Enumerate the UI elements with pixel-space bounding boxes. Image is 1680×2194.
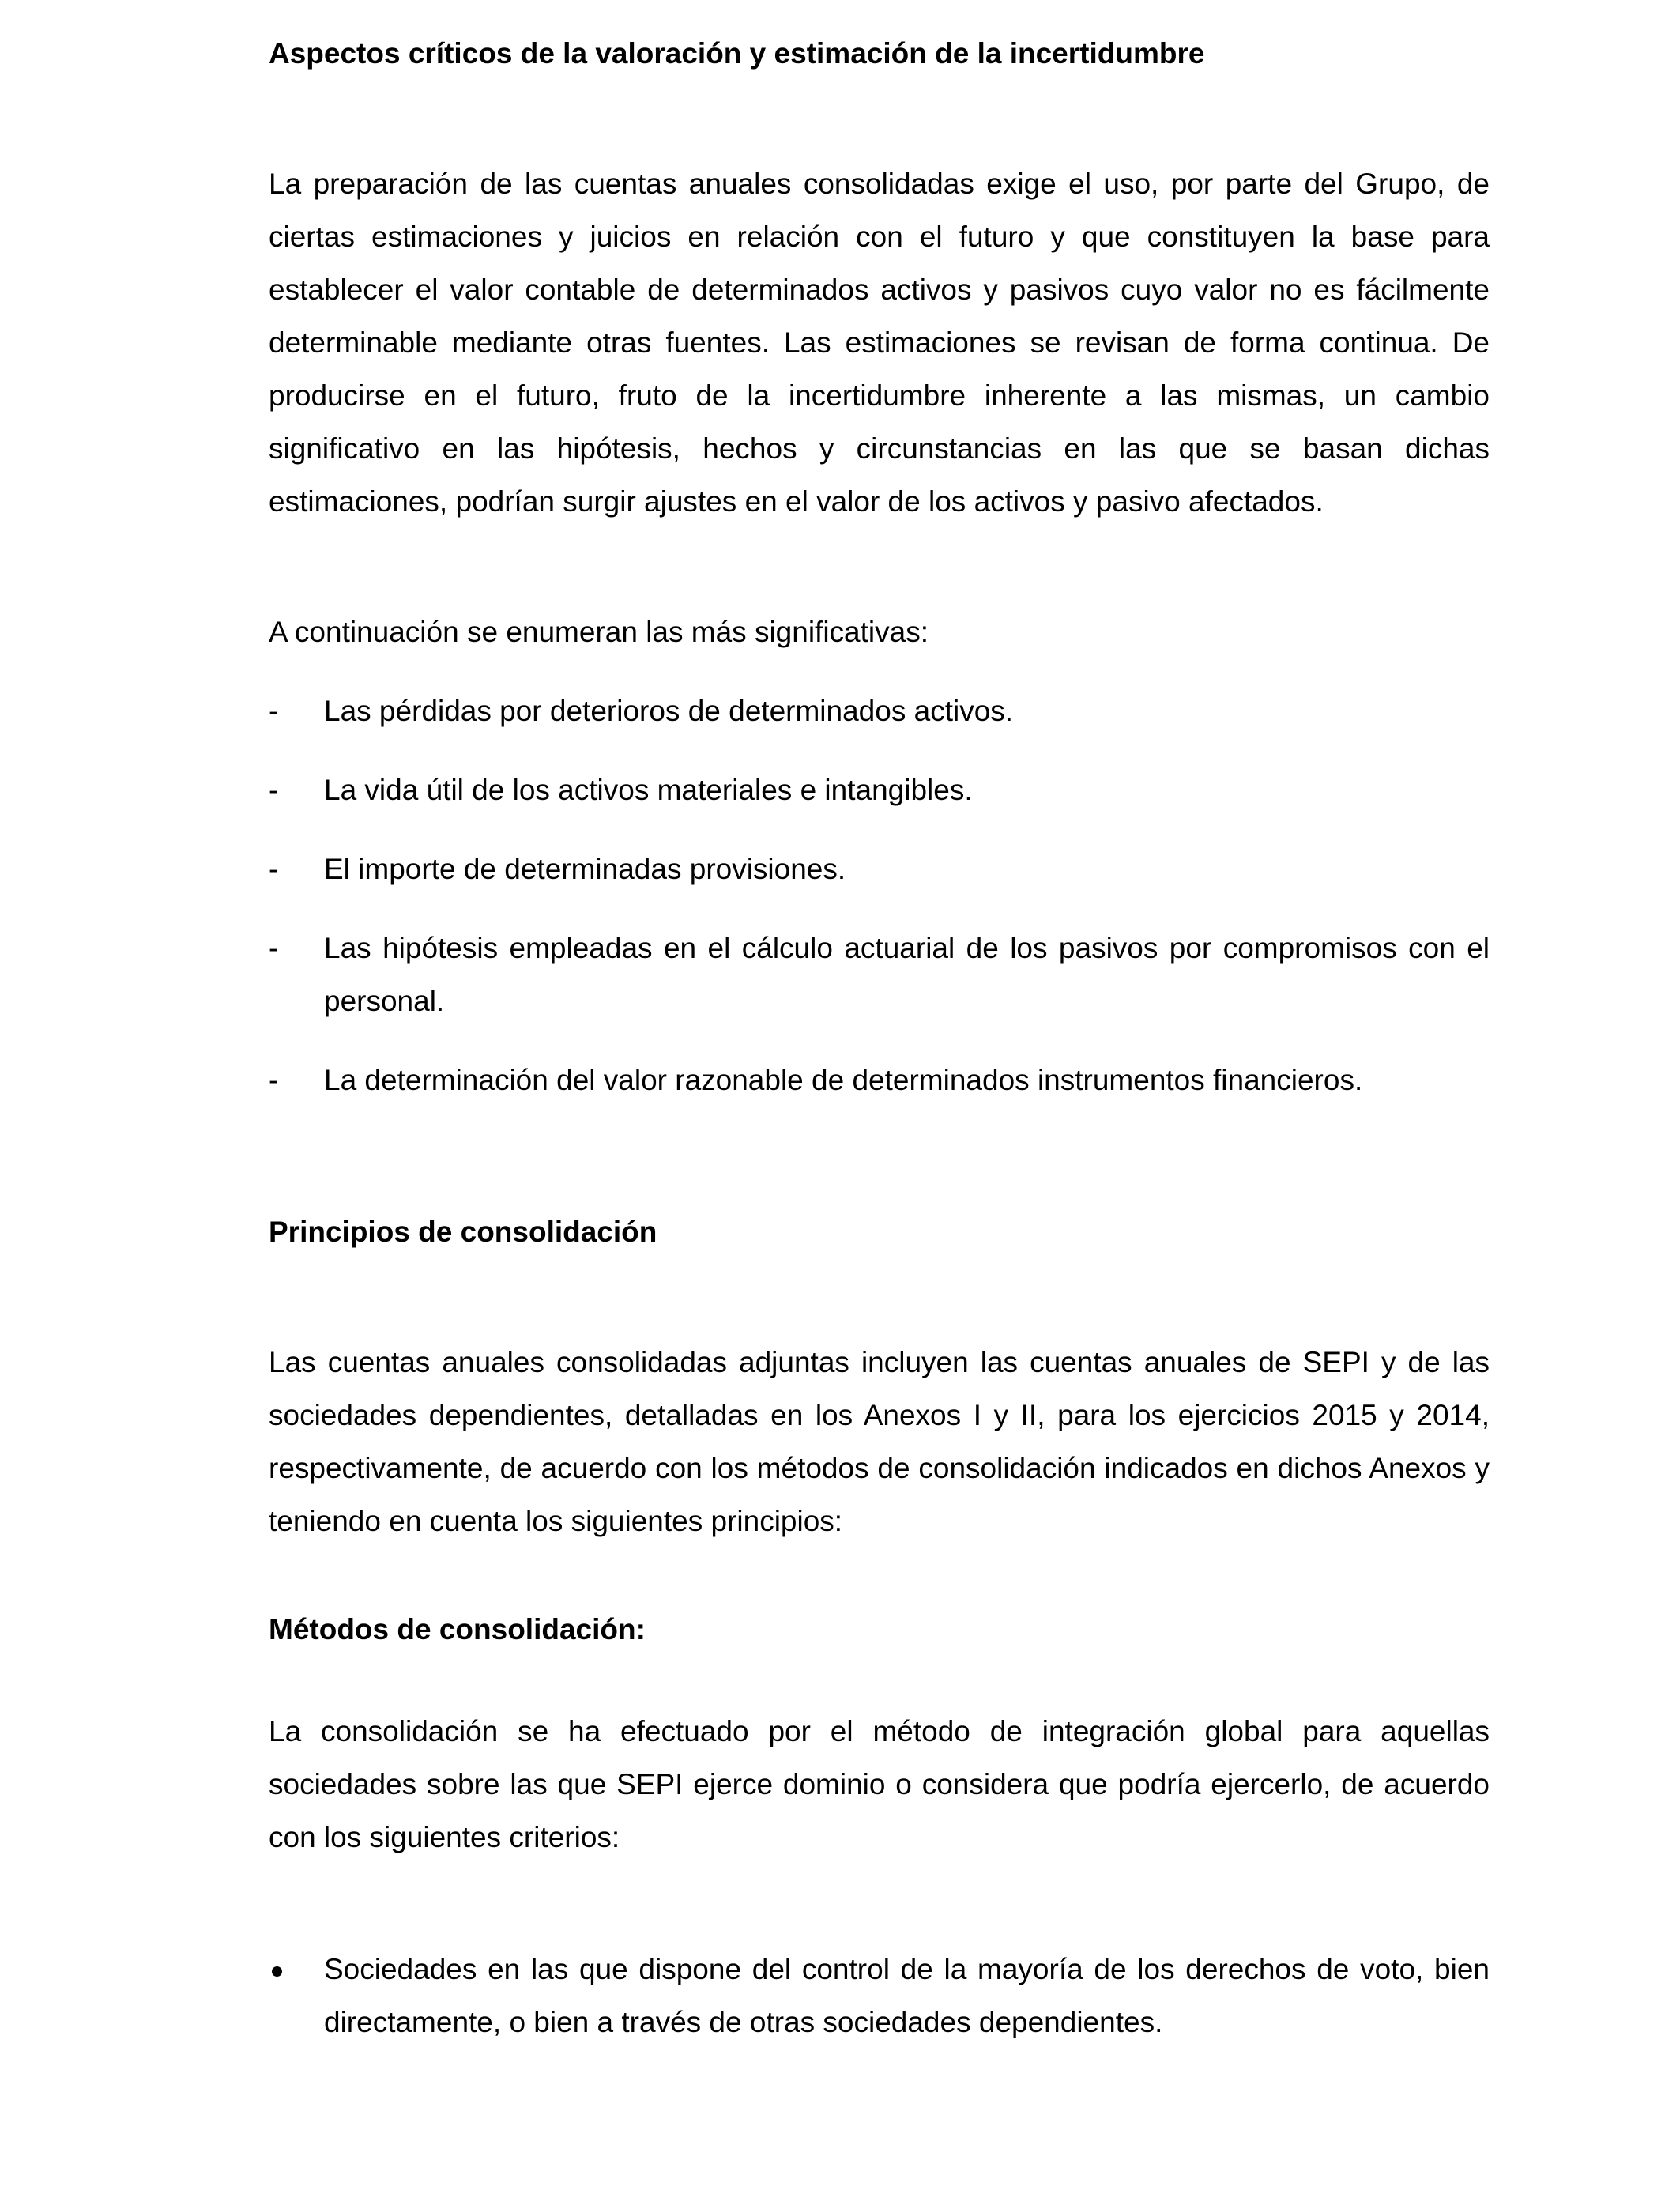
- section-heading-critical-aspects: Aspectos críticos de la valoración y estimación de la incertidumbre: [269, 37, 1205, 70]
- paragraph-consolidation-principles: Las cuentas anuales consolidadas adjuntas incluyen las cuentas anuales de SEPI y de las sociedades dependientes, detalladas en los Anexos I y II, para los ejercicios 2015 y 2014, respectivamente, de acuerdo con los métodos de consolidación indicados en dichos Anexos y teniendo en cuenta los siguientes principios:: [269, 1346, 1490, 1537]
- section-heading-consolidation-principles: Principios de consolidación: [269, 1216, 657, 1248]
- dash-marker: -: [269, 774, 279, 806]
- dash-marker: -: [269, 1064, 279, 1096]
- paragraph-consolidation-methods: La consolidación se ha efectuado por el método de integración global para aquellas sociedades sobre las que SEPI ejerce dominio o considera que podría ejercerlo, de acuerdo con los siguientes criterios:: [269, 1715, 1490, 1853]
- list-item-text: El importe de determinadas provisiones.: [324, 853, 846, 885]
- dash-marker: -: [269, 932, 279, 964]
- bullet-dot-icon: [272, 1966, 282, 1977]
- section-heading-consolidation-methods: Métodos de consolidación:: [269, 1613, 646, 1646]
- list-item-text: Las pérdidas por deterioros de determinados activos.: [324, 695, 1014, 727]
- dash-marker: -: [269, 695, 279, 727]
- bullet-item-text: Sociedades en las que dispone del control de la mayoría de los derechos de voto, bien directamente, o bien a través de otras sociedades dependientes.: [324, 1953, 1490, 2038]
- paragraph-estimates: La preparación de las cuentas anuales consolidadas exige el uso, por parte del Grupo, de ciertas estimaciones y juicios en relación con el futuro y que constituyen la base para establecer el valor contable de determinados activos y pasivos cuyo valor no es fácilmente determinable mediante otras fuentes. Las estimaciones se revisan de forma continua. De producirse en el futuro, fruto de la incertidumbre inherente a las mismas, un cambio significativo en las hipótesis, hechos y circunstancias en las que se basan dichas estimaciones, podrían surgir ajustes en el valor de los activos y pasivo afectados.: [269, 168, 1490, 518]
- list-item-text: La vida útil de los activos materiales e intangibles.: [324, 774, 973, 806]
- list-item-text: La determinación del valor razonable de determinados instrumentos financieros.: [324, 1064, 1363, 1096]
- dash-marker: -: [269, 853, 279, 885]
- list-item-text: Las hipótesis empleadas en el cálculo actuarial de los pasivos por compromisos con el personal.: [324, 932, 1490, 1017]
- list-intro: A continuación se enumeran las más significativas:: [269, 616, 929, 648]
